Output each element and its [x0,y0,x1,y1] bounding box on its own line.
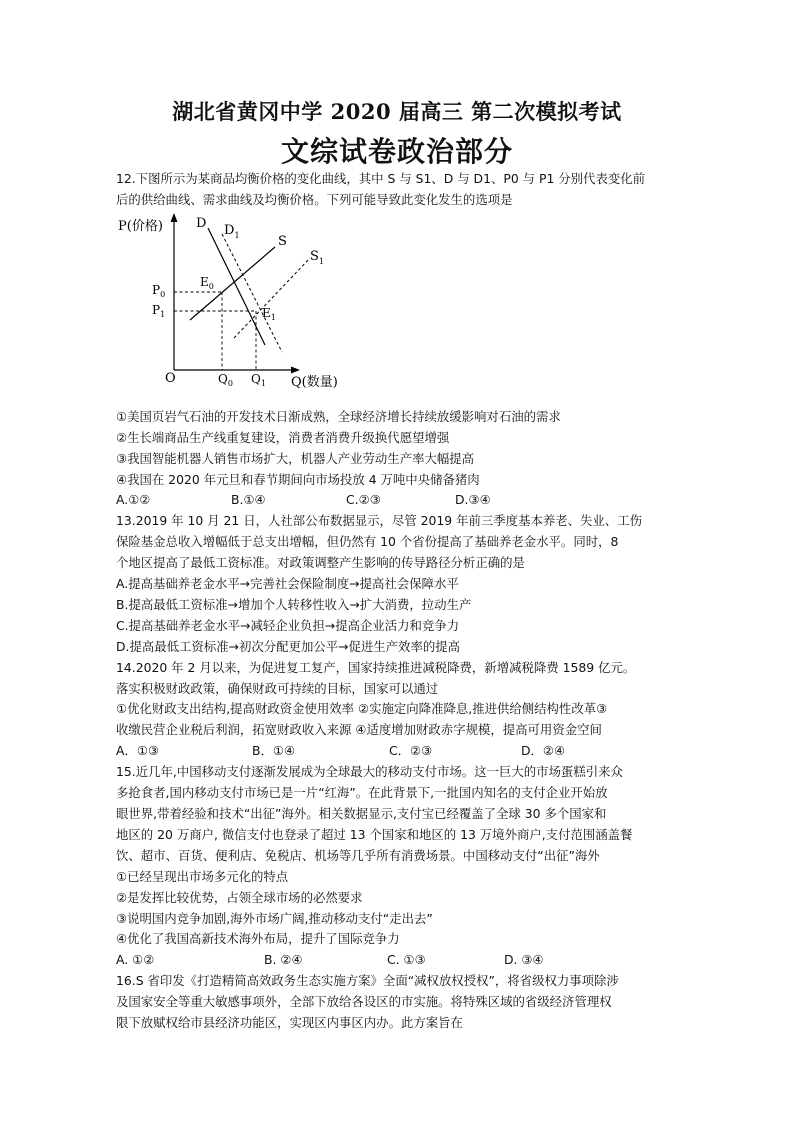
q15-stem-line: 地区的 20 万商户, 微信支付也登录了超过 13 个国家和地区的 13 万境外商户,支付范围涵盖餐 [116,826,633,842]
price-p0-label: $P_0$ [152,283,166,299]
q15-item: ②是发挥比较优势，占领全球市场的必然要求 [116,889,363,905]
q12-item: ④我国在 2020 年元旦和春节期间向市场投放 4 万吨中央储备猪肉 [116,471,480,487]
q12-item: ②生长端商品生产线重复建设，消费者消费升级换代愿望增强 [116,429,450,445]
q13-stem-line: 保险基金总收入增幅低于总支出增幅，但仍然有 10 个省份提高了基础养老金水平。同时，8 [116,534,619,550]
q13-choice-c: C.提高基础养老金水平→减轻企业负担→提高企业活力和竞争力 [116,617,460,633]
q15-option-a: A. ①② [116,952,155,968]
q14-option-a: A．①③ [116,743,160,759]
q15-options [116,950,688,971]
q15-stem-line: 眼世界,带着经验和技术“出征”海外。相关数据显示,支付宝已经覆盖了全球 30 多个国家和 [116,806,607,821]
q14-option-d: D．②④ [521,743,566,759]
q15-item: ①已经呈现出市场多元化的特点 [116,868,289,884]
q15-item: ③说明国内竞争加剧,海外市场广阔,推动移动支付“走出去” [116,910,433,926]
point-e1-label: $E_1$ [262,306,276,322]
q14-item-line: ①优化财政支出结构,提高财政资金使用效率 ②实施定向降准降息,推进供给侧结构性改革③ [116,701,608,717]
curve-s-label: S [278,234,287,249]
q15-stem-line: 饮、超市、百货、便利店、免税店、机场等几乎所有消费场景。中国移动支付“出征”海外 [116,847,600,863]
q14-stem-line: 14.2020 年 2 月以来，为促进复工复产，国家持续推进减税降费，新增减税降费 1589 亿元。 [116,659,636,675]
qty-q0-label: $Q_0$ [218,372,233,388]
curve-d1-label: $D_1$ [224,223,240,240]
curve-d-label: D [196,216,207,231]
y-axis-arrow [171,213,178,222]
q13-choice-a: A.提高基础养老金水平→完善社会保险制度→提高社会保障水平 [116,576,459,592]
supply-curve-s1 [234,258,310,338]
q12-option-d: D.③④ [455,492,491,508]
supply-demand-figure [110,210,350,390]
q15-stem-line: 多抢食者,国内移动支付市场已是一片“红海”。在此背景下,一批国内知名的支付企业开始放 [116,785,608,801]
q12-options [116,490,688,511]
demand-curve-d1 [222,234,282,352]
q14-option-c: C．②③ [389,743,433,759]
q15-item: ④优化了我国高新技术海外布局，提升了国际竞争力 [116,931,400,947]
x-axis-label: Q(数量) [291,375,338,390]
q12-option-a: A.①② [116,492,151,508]
q13-choice-d: D.提高最低工资标准→初次分配更加公平→促进生产效率的提高 [116,638,461,654]
q15-option-d: D. ③④ [504,952,544,968]
q12-option-b: B.①④ [231,492,266,508]
q15-stem-line: 15.近几年,中国移动支付逐渐发展成为全球最大的移动支付市场。这一巨大的市场蛋糕引来众 [116,764,623,780]
qty-q1-label: $Q_1$ [251,372,266,388]
q14-options [116,741,688,762]
q14-item-line: 收缴民营企业税后利润，拓宽财政收入来源 ④适度增加财政赤字规模，提高可用资金空间 [116,722,602,738]
q13-stem-line: 个地区提高了最低工资标准。对政策调整产生影响的传导路径分析正确的是 [116,555,525,571]
origin-label: O [165,371,176,386]
q16-stem-line: 16.S 省印发《打造精简高效政务生态实施方案》全面“减权放权授权”，将省级权力事项除涉 [116,973,619,989]
q12-item: ③我国智能机器人销售市场扩大，机器人产业劳动生产率大幅提高 [116,450,475,466]
q15-option-b: B. ②④ [264,952,303,968]
price-p1-label: $P_1$ [152,303,166,319]
q12-item: ①美国页岩气石油的开发技术日渐成熟，全球经济增长持续放缓影响对石油的需求 [116,408,561,424]
exam-subtitle: 文综试卷政治部分 [280,135,513,168]
q13-choice-b: B.提高最低工资标准→增加个人转移性收入→扩大消费，拉动生产 [116,596,472,612]
point-e0-label: $E_0$ [200,275,214,291]
q14-option-b: B．①④ [252,743,296,759]
demand-curve-d [208,228,265,345]
q13-stem-line: 13.2019 年 10 月 21 日，人社部公布数据显示，尽管 2019 年前三季度基本养老、失业、工伤 [116,513,642,529]
q16-stem-line: 限下放赋权给市县经济功能区，实现区内事区内办。此方案旨在 [116,1015,463,1031]
curve-s1-label: $S_1$ [310,249,324,266]
q16-stem-line: 及国家安全等重大敏感事项外，全部下放给各设区的市实施。将特殊区域的省级经济管理权 [116,994,612,1010]
q15-option-c: C. ①③ [387,952,426,968]
q12-stem-line: 12.下图所示为某商品均衡价格的变化曲线，其中 S 与 S1、D 与 D1、P0 与 P1 分别代表变化前 [116,171,646,186]
q12-option-c: C.②③ [346,492,381,508]
q14-stem-line: 落实积极财政政策，确保财政可持续的目标，国家可以通过 [116,680,439,696]
exam-title: 湖北省黄冈中学 2020 届高三 第二次模拟考试 [172,99,622,124]
y-axis-label: P(价格) [118,219,163,234]
q12-stem-line: 后的供给曲线、需求曲线及均衡价格。下列可能导致此变化发生的选项是 [116,191,513,207]
x-axis-arrow [291,367,300,374]
